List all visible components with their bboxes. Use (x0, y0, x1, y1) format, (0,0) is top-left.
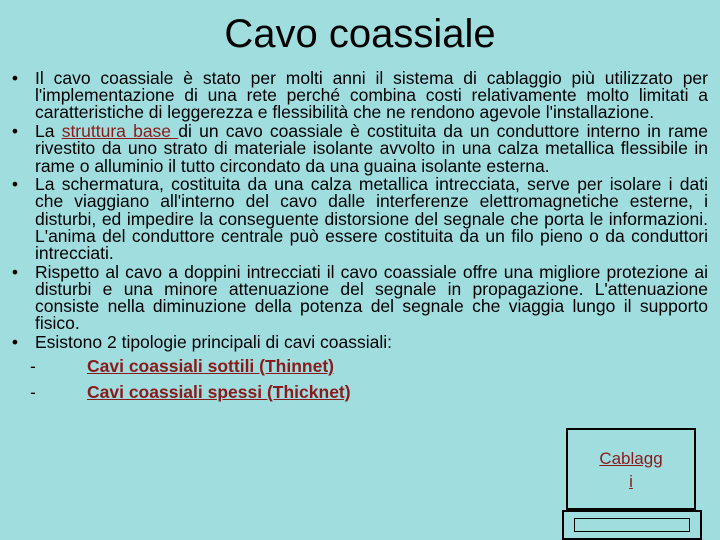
monitor-icon (566, 428, 696, 510)
thinnet-link[interactable]: Cavi coassiali sottili (Thinnet) (87, 355, 334, 376)
bullet-marker: • (11, 261, 19, 282)
struttura-base-link[interactable]: struttura base (61, 121, 179, 142)
bullet-text: La schermatura, costituita da una calza metallica intrecciata, serve per isolare i dati che viaggiano all'interno del cavo dalle interferenze elettromagnetiche esterne, i disturbi, ed impedire la conseguente distorsione del segnale che porta le informazioni. L'anima del conduttore centrale può essere costituita da un filo pieno o da conduttori intrecciati. (35, 174, 708, 264)
thicknet-link[interactable]: Cavi coassiali spessi (Thicknet) (87, 381, 351, 402)
computer-base-icon (562, 510, 702, 540)
cablaggi-line-1: Cablagg (599, 449, 663, 468)
sub-item-thicknet (8, 379, 708, 405)
bullet-item (8, 123, 708, 175)
cablaggi-computer-button[interactable] (562, 428, 702, 540)
bullet-marker: • (11, 174, 19, 195)
slide-title: Cavo coassiale (224, 12, 496, 56)
bullet-item (8, 261, 708, 334)
bullet-item (8, 176, 708, 262)
bullet-text-post: di un cavo coassiale è costituita da un conduttore interno in rame rivestito da uno strato di materiale isolante avvolto in una calza metallica flessibile in rame o alluminio il tutto circondato da una guaina isolante esterna. (35, 121, 708, 176)
bullet-list (8, 70, 708, 405)
bullet-item (8, 70, 708, 122)
bullet-item (8, 334, 708, 351)
computer-base-slot (574, 518, 690, 532)
cablaggi-link[interactable] (568, 447, 694, 493)
cablaggi-line-2: i (629, 472, 633, 491)
bullet-marker: • (11, 332, 19, 353)
sub-item-thinnet (8, 353, 708, 379)
bullet-marker: • (11, 121, 19, 142)
dash-marker: - (30, 381, 36, 402)
bullet-text: Rispetto al cavo a doppini intrecciati il cavo coassiale offre una migliore protezione ai disturbi e una minore attenuazione del segnale in propagazione. L'attenuazione consiste nella diminuzione della potenza del segnale che viaggia lungo il supporto fisico. (35, 261, 708, 334)
bullet-text: Il cavo coassiale è stato per molti anni il sistema di cablaggio più utilizzato per l'implementazione di una rete perché combina costi relativamente molto limitati a caratteristiche di leggerezza e flessibilità che ne rendono agevole l'installazione. (35, 68, 708, 123)
dash-marker: - (30, 355, 36, 376)
bullet-text: Esistono 2 tipologie principali di cavi coassiali: (35, 332, 392, 353)
bullet-marker: • (11, 68, 19, 88)
bullet-text-pre: La (35, 121, 62, 142)
